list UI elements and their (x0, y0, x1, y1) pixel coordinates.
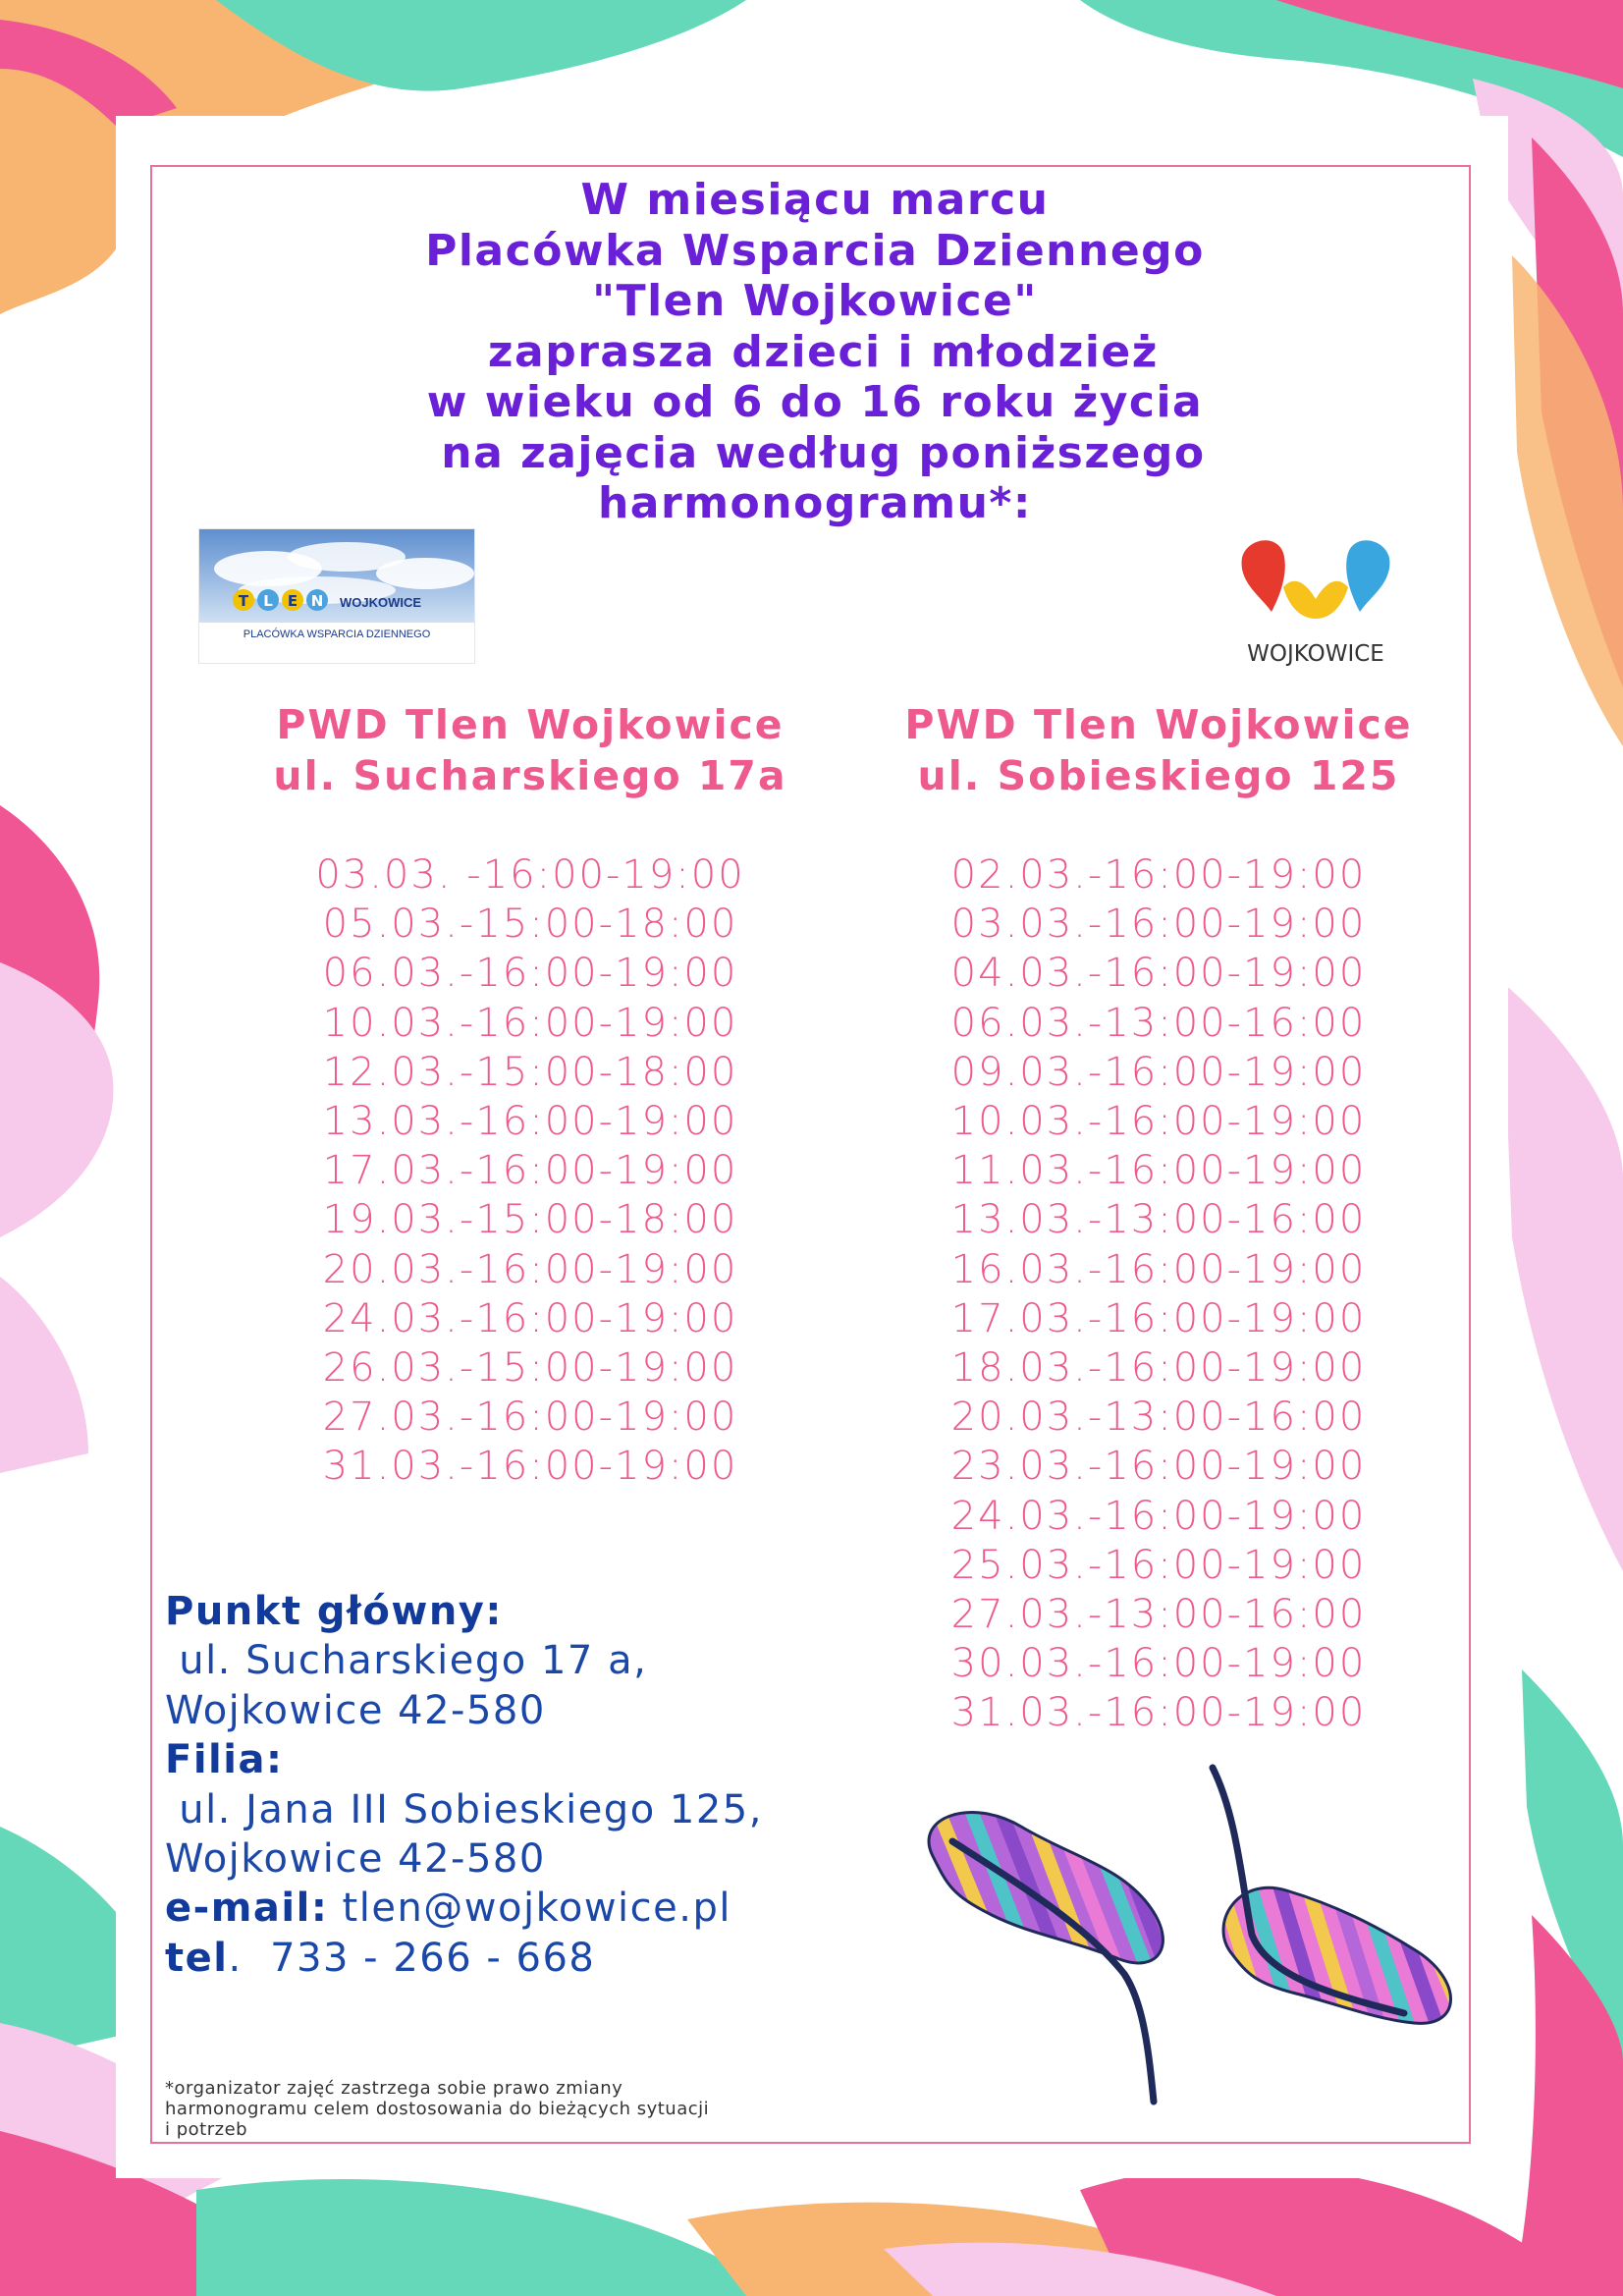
wojkowice-logo-name: WOJKOWICE (1247, 641, 1384, 667)
schedule-item: 31.03.-16:00-19:00 (322, 1444, 738, 1490)
email-link[interactable]: tlen@wojkowice.pl (328, 1886, 731, 1932)
column-title: PWD Tlen Wojkowice (904, 701, 1413, 748)
schedule-item: 03.03. -16:00-19:00 (315, 852, 745, 898)
branch-street: ul. Jana III Sobieskiego 125, (165, 1786, 763, 1832)
heading-line: harmonogramu*: (597, 478, 1032, 528)
heading-line: w wieku od 6 do 16 roku życia (426, 377, 1204, 427)
email-label: e-mail: (165, 1886, 329, 1932)
schedule-item: 19.03.-15:00-18:00 (322, 1197, 738, 1243)
heading-line: "Tlen Wojkowice" (592, 276, 1038, 326)
schedule-item: 03.03.-16:00-19:00 (950, 902, 1367, 948)
tlen-letter: N (310, 592, 324, 610)
schedule-item: 31.03.-16:00-19:00 (950, 1690, 1367, 1736)
schedule-item: 06.03.-16:00-19:00 (322, 951, 738, 997)
column-address: ul. Sobieskiego 125 (917, 752, 1400, 799)
schedule-item: 16.03.-16:00-19:00 (950, 1246, 1367, 1292)
announcement-heading (226, 175, 1404, 529)
column-header-sobieskiego (854, 699, 1463, 801)
column-header-sucharskiego (226, 699, 835, 801)
feather-left-icon (913, 1787, 1188, 1984)
main-street: ul. Sucharskiego 17 a, (165, 1638, 648, 1684)
branch-city: Wojkowice 42-580 (165, 1836, 546, 1883)
footnote-line: i potrzeb (165, 2119, 248, 2140)
branch-row (165, 1735, 763, 1784)
heading-line: na zajęcia według poniższego (424, 427, 1206, 478)
schedule-item: 23.03.-16:00-19:00 (950, 1444, 1367, 1490)
main-city: Wojkowice 42-580 (165, 1687, 546, 1733)
tlen-letter: T (238, 592, 249, 610)
phone-row (165, 1934, 763, 1983)
schedule-item: 24.03.-16:00-19:00 (950, 1493, 1367, 1539)
schedule-item: 26.03.-15:00-19:00 (322, 1345, 738, 1392)
schedule-item: 12.03.-15:00-18:00 (322, 1049, 738, 1095)
branch-label: Filia: (165, 1737, 284, 1783)
wojkowice-logo (1232, 528, 1399, 671)
footnote (165, 2078, 911, 2140)
schedule-item: 20.03.-13:00-16:00 (950, 1394, 1367, 1441)
schedule-list-sucharskiego (226, 850, 835, 1492)
schedule-item: 11.03.-16:00-19:00 (950, 1148, 1367, 1194)
feather-right-icon (1198, 1866, 1473, 2043)
tlen-logo (198, 528, 475, 664)
tlen-logo-subtitle: PLACÓWKA WSPARCIA DZIENNEGO (243, 629, 431, 640)
schedule-list-sobieskiego (864, 850, 1453, 1738)
schedule-item: 10.03.-16:00-19:00 (950, 1099, 1367, 1145)
phone-number: . 733 - 266 - 668 (228, 1935, 596, 1981)
email-row (165, 1884, 763, 1933)
tlen-letter: L (263, 592, 273, 610)
schedule-item: 17.03.-16:00-19:00 (322, 1148, 738, 1194)
schedule-item: 20.03.-16:00-19:00 (322, 1246, 738, 1292)
schedule-item: 09.03.-16:00-19:00 (950, 1049, 1367, 1095)
phone-label: tel (165, 1935, 229, 1981)
heading-line: W miesiącu marcu (580, 175, 1050, 225)
heading-line: zaprasza dzieci i młodzież (471, 326, 1159, 377)
column-address: ul. Sucharskiego 17a (273, 752, 787, 799)
schedule-item: 02.03.-16:00-19:00 (950, 852, 1367, 898)
schedule-item: 06.03.-13:00-16:00 (950, 1000, 1367, 1046)
column-title: PWD Tlen Wojkowice (276, 701, 784, 748)
main-point-label: Punkt główny: (165, 1589, 503, 1634)
footnote-line: harmonogramu celem dostosowania do bieżących sytuacji (165, 2099, 710, 2119)
schedule-item: 13.03.-13:00-16:00 (950, 1197, 1367, 1243)
heading-line: Placówka Wsparcia Dziennego (425, 225, 1205, 276)
contact-info (165, 1587, 763, 1983)
schedule-item: 04.03.-16:00-19:00 (950, 951, 1367, 997)
footnote-line: *organizator zajęć zastrzega sobie prawo zmiany (165, 2078, 623, 2099)
schedule-item: 24.03.-16:00-19:00 (322, 1295, 738, 1341)
schedule-item: 10.03.-16:00-19:00 (322, 1000, 738, 1046)
schedule-item: 27.03.-16:00-19:00 (322, 1394, 738, 1441)
schedule-item: 25.03.-16:00-19:00 (950, 1542, 1367, 1588)
schedule-item: 30.03.-16:00-19:00 (950, 1641, 1367, 1687)
tlen-logo-name: WOJKOWICE (340, 595, 422, 610)
schedule-item: 18.03.-16:00-19:00 (950, 1345, 1367, 1392)
feathers-illustration (913, 1758, 1473, 2131)
main-point-row (165, 1587, 763, 1636)
schedule-item: 05.03.-15:00-18:00 (322, 902, 738, 948)
schedule-item: 13.03.-16:00-19:00 (322, 1099, 738, 1145)
schedule-item: 17.03.-16:00-19:00 (950, 1295, 1367, 1341)
tlen-letter: E (287, 592, 298, 610)
schedule-item: 27.03.-13:00-16:00 (950, 1592, 1367, 1638)
